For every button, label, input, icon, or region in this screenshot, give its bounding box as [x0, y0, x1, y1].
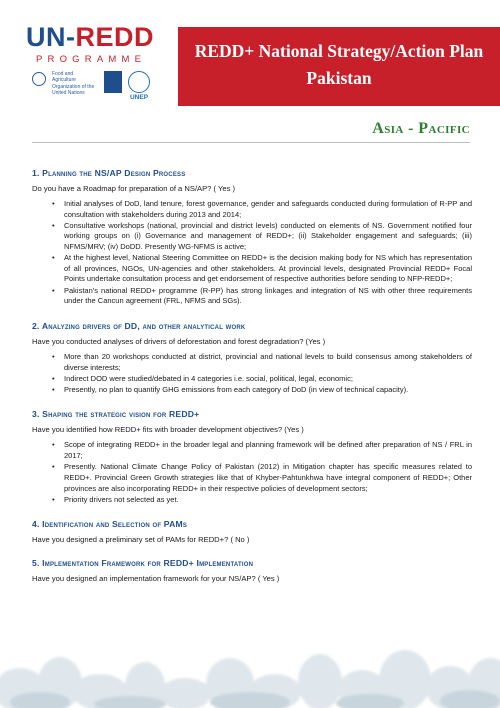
section-5: [32, 558, 472, 583]
bullet-item: • Scope of integrating REDD+ in the broader legal and planning framework will be defined after preparation of NS / FRL in 2017;: [52, 440, 472, 461]
header-divider: [32, 142, 470, 143]
section-title: 3. Shaping the strategic vision for REDD+: [32, 409, 200, 420]
region-label: Asia - Pacific: [372, 120, 470, 137]
section-title: 4. Identification and Selection of PAMs: [32, 519, 188, 530]
bullet-list: [32, 352, 472, 396]
fao-emblem-icon: [32, 72, 46, 86]
un-redd-logo: [26, 24, 176, 101]
logo-title: [26, 24, 176, 51]
bullet-item: • Indirect DOD were studied/debated in 4 categories i.e. social, political, legal, economic;: [52, 374, 472, 385]
bullet-item: • Pakistan’s national REDD+ programme (R-PP) has strong linkages and integration of NS with other three requirements under the Cancun agreement (FRL, NFMS and SGs).: [52, 286, 472, 307]
bullet-item: • More than 20 workshops conducted at district, provincial and national levels to build consensus among stakeholders of diverse interests;: [52, 352, 472, 373]
section-3: [32, 409, 472, 505]
section-title: 2. Analyzing drivers of DD, and other analytical work: [32, 320, 246, 331]
unep-emblem-icon: [128, 71, 150, 93]
bullet-list: [32, 199, 472, 307]
section-question: Have you conducted analyses of drivers of deforestation and forest degradation? (Yes ): [32, 336, 326, 346]
bullet-item: • Presently, no plan to quantify GHG emissions from each category of DoD (in view of technical capacity).: [52, 385, 472, 396]
forest-silhouette-footer: [0, 628, 500, 708]
logo-subtitle: PROGRAMME: [36, 54, 147, 65]
bullet-list: [32, 440, 472, 505]
bullet-item: • Consultative workshops (national, provincial and district levels) conducted on elements of NS. Government notified four working groups on (i) Governance and management of REDD+; (ii) Stakeholder engagement and safeguards; (iii) NFMS/MRV; (iv) DoDD. Presently WG-NFMS is active;: [52, 221, 472, 253]
section-title: 5. Implementation Framework for REDD+ Implementation: [32, 558, 254, 569]
section-1: [32, 168, 472, 307]
country-title: Pakistan: [306, 68, 372, 89]
bullet-item: • Priority drivers not selected as yet.: [52, 495, 472, 506]
section-question: Have you designed an implementation framework for your NS/AP? ( Yes ): [32, 574, 280, 584]
fao-label: Food and Agriculture Organization of the United Nations: [52, 71, 95, 96]
section-4: [32, 519, 472, 544]
logo-title-redd: REDD: [75, 22, 155, 52]
title-banner: [178, 27, 500, 106]
unep-label: UNEP: [129, 94, 149, 101]
logo-title-un: UN-: [26, 22, 76, 52]
section-title: 1. Planning the NS/AP Design Process: [32, 168, 186, 178]
bullet-item: • Presently. National Climate Change Policy of Pakistan (2012) in Mitigation chapter has specific measures related to REDD+. Provincial Green Growth strategies like that of Khyber-Pahtunkhwa have integral component of REDD+; Other provinces are also incorporating REDD+ in their respective policies of development sectors;: [52, 462, 472, 494]
undp-logo-icon: [104, 71, 122, 93]
section-question: Do you have a Roadmap for preparation of a NS/AP? ( Yes ): [32, 184, 236, 193]
section-2: [32, 321, 472, 396]
section-question: Have you identified how REDD+ fits with broader development objectives? (Yes ): [32, 425, 304, 435]
bullet-item: • At the highest level, National Steering Committee on REDD+ is the decision making body for NS which has representation of all provinces, NGOs, UN-agencies and other stakeholders. At provincial levels, designated Provincial REDD+ Focal Points undertake consultation process and get endorsement of respective authorities before sending to NFP-REDD+;: [52, 253, 472, 285]
section-question: Have you designed a preliminary set of PAMs for REDD+? ( No ): [32, 535, 250, 545]
partner-logos: [26, 71, 176, 101]
bullet-item: • Initial analyses of DoD, land tenure, forest governance, gender and safeguards conducted during formulation of R-PP and consultation with stakeholders during 2013 and 2014;: [52, 199, 472, 220]
document-title: REDD+ National Strategy/Action Plan: [194, 41, 484, 61]
unep-logo: [128, 71, 150, 101]
document-body: [32, 168, 472, 597]
